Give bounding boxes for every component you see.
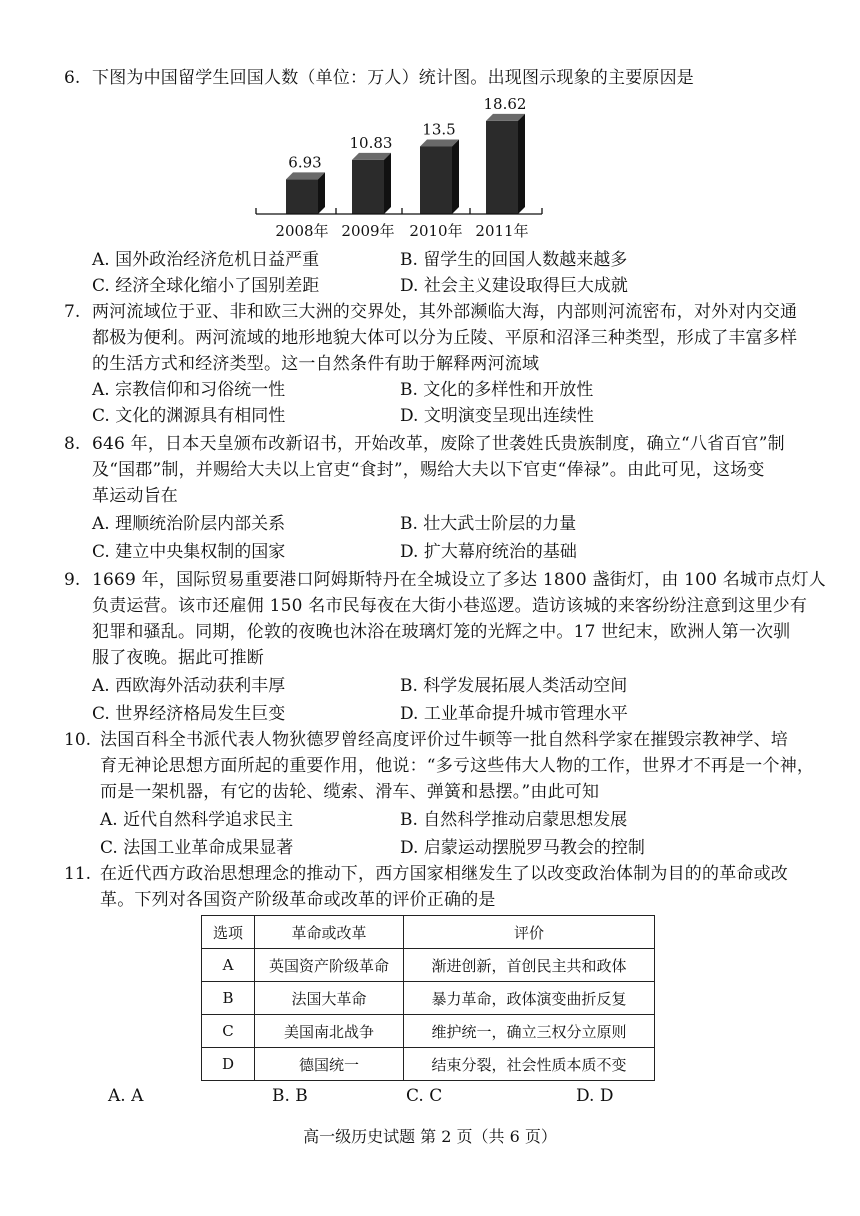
q10-option-b[interactable]: B. 自然科学推动启蒙思想发展 (400, 810, 628, 830)
table-cell-evaluation: 渐进创新，首创民主共和政体 (404, 949, 655, 982)
q6-number: 6. (64, 68, 81, 88)
q6-option-a[interactable]: A. 国外政治经济危机日益严重 (92, 250, 320, 270)
q6-option-d[interactable]: D. 社会主义建设取得巨大成就 (400, 276, 628, 296)
table-row (202, 949, 655, 982)
table-row (202, 982, 655, 1015)
q8-option-b[interactable]: B. 壮大武士阶层的力量 (400, 514, 577, 534)
table-header-option: 选项 (202, 916, 255, 949)
bar-front-4 (486, 121, 518, 214)
q11-option-a[interactable]: A. A (108, 1086, 144, 1106)
q11-option-c[interactable]: C. C (406, 1086, 443, 1106)
q8-option-d[interactable]: D. 扩大幕府统治的基础 (400, 542, 577, 562)
bar-value-label-4: 18.62 (483, 94, 527, 113)
q10-stem-line-3: 而是一架机器，有它的齿轮、缆索、滑车、弹簧和悬摆。”由此可知 (100, 782, 600, 802)
q11-option-d[interactable]: D. D (576, 1086, 614, 1106)
table-cell-option: A (202, 949, 255, 982)
q9-option-c[interactable]: C. 世界经济格局发生巨变 (92, 704, 286, 724)
q10-number: 10. (64, 730, 92, 750)
q10-option-d[interactable]: D. 启蒙运动摆脱罗马教会的控制 (400, 838, 645, 858)
q6-option-c[interactable]: C. 经济全球化缩小了国别差距 (92, 276, 320, 296)
table-header-evaluation: 评价 (404, 916, 655, 949)
q6-stem: 下图为中国留学生回国人数（单位：万人）统计图。出现图示现象的主要原因是 (92, 68, 694, 88)
q7-option-a[interactable]: A. 宗教信仰和习俗统一性 (92, 380, 286, 400)
table-cell-event: 法国大革命 (255, 982, 404, 1015)
q10-option-c[interactable]: C. 法国工业革命成果显著 (100, 838, 294, 858)
bar-front-2 (352, 160, 384, 214)
bar-front-1 (286, 179, 318, 214)
q9-stem-line-2: 负责运营。该市还雇佣 150 名市民每夜在大街小巷巡逻。造访该城的来客纷纷注意到这里少有 (92, 596, 808, 616)
table-row (202, 1048, 655, 1081)
q10-stem-line-2: 育无神论思想方面所起的重要作用，他说：“多亏这些伟大人物的工作，世界才不再是一个神， (100, 756, 815, 776)
q9-stem-line-3: 犯罪和骚乱。同期，伦敦的夜晚也沐浴在玻璃灯笼的光辉之中。17 世纪末，欧洲人第一次驯 (92, 622, 791, 642)
bar-front-3 (420, 147, 452, 215)
q6-option-b[interactable]: B. 留学生的回国人数越来越多 (400, 250, 628, 270)
x-tick-label-3: 2010年 (409, 222, 463, 240)
q11-stem-line-1: 在近代西方政治思想理念的推动下，西方国家相继发生了以改变政治体制为目的的革命或改 (100, 864, 788, 884)
q8-option-a[interactable]: A. 理顺统治阶层内部关系 (92, 514, 286, 534)
bar-side-1 (318, 172, 325, 214)
q10-option-a[interactable]: A. 近代自然科学追求民主 (100, 810, 294, 830)
table-cell-evaluation: 维护统一，确立三权分立原则 (404, 1015, 655, 1048)
table-cell-evaluation: 暴力革命，政体演变曲折反复 (404, 982, 655, 1015)
x-tick-label-1: 2008年 (275, 222, 329, 240)
q7-number: 7. (64, 302, 81, 322)
q7-option-d[interactable]: D. 文明演变呈现出连续性 (400, 406, 594, 426)
q11-evaluation-table (201, 915, 655, 1081)
q8-stem-line-2: 及“国郡”制，并赐给大夫以上官吏“食封”，赐给大夫以下官吏“俸禄”。由此可见，这场变 (92, 460, 765, 480)
q7-option-b[interactable]: B. 文化的多样性和开放性 (400, 380, 594, 400)
table-cell-option: D (202, 1048, 255, 1081)
q11-option-b[interactable]: B. B (272, 1086, 308, 1106)
q9-option-a[interactable]: A. 西欧海外活动获利丰厚 (92, 676, 286, 696)
q8-stem-line-1: 646 年，日本天皇颁布改新诏书，开始改革，废除了世袭姓氏贵族制度，确立“八省百官”制 (92, 434, 785, 454)
table-header-event: 革命或改革 (255, 916, 404, 949)
q9-stem-line-4: 服了夜晚。据此可推断 (92, 648, 264, 668)
table-cell-event: 英国资产阶级革命 (255, 949, 404, 982)
x-tick-label-4: 2011年 (475, 222, 529, 240)
table-cell-option: B (202, 982, 255, 1015)
bar-side-3 (452, 140, 459, 215)
q7-stem-line-3: 的生活方式和经济类型。这一自然条件有助于解释两河流域 (92, 354, 540, 374)
q7-stem-line-2: 都极为便利。两河流域的地形地貌大体可以分为丘陵、平原和沼泽三种类型，形成了丰富多样 (92, 328, 798, 348)
q11-number: 11. (64, 864, 92, 884)
bar-side-2 (384, 153, 391, 214)
table-cell-event: 德国统一 (255, 1048, 404, 1081)
x-tick-label-2: 2009年 (341, 222, 395, 240)
table-cell-option: C (202, 1015, 255, 1048)
bar-value-label-2: 10.83 (349, 133, 393, 152)
q8-option-c[interactable]: C. 建立中央集权制的国家 (92, 542, 286, 562)
table-row (202, 1015, 655, 1048)
bar-value-label-1: 6.93 (288, 153, 322, 172)
table-cell-evaluation: 结束分裂，社会性质本质不变 (404, 1048, 655, 1081)
q8-stem-line-3: 革运动旨在 (92, 486, 178, 506)
q8-number: 8. (64, 434, 81, 454)
q7-option-c[interactable]: C. 文化的渊源具有相同性 (92, 406, 286, 426)
q10-stem-line-1: 法国百科全书派代表人物狄德罗曾经高度评价过牛顿等一批自然科学家在摧毁宗教神学、培 (100, 730, 788, 750)
table-cell-event: 美国南北战争 (255, 1015, 404, 1048)
q11-stem-line-2: 革。下列对各国资产阶级革命或改革的评价正确的是 (100, 890, 496, 910)
q6-bar-chart (250, 92, 550, 242)
bar-value-label-3: 13.5 (422, 120, 456, 139)
page-footer: 高一级历史试题 第 2 页（共 6 页） (303, 1127, 557, 1146)
q9-number: 9. (64, 570, 81, 590)
table-header-row (202, 916, 655, 949)
q9-stem-line-1: 1669 年，国际贸易重要港口阿姆斯特丹在全城设立了多达 1800 盏街灯，由 100 名城市点灯人 (92, 570, 826, 590)
bar-side-4 (518, 114, 525, 214)
q7-stem-line-1: 两河流域位于亚、非和欧三大洲的交界处，其外部濒临大海，内部则河流密布，对外对内交通 (92, 302, 798, 322)
q9-option-d[interactable]: D. 工业革命提升城市管理水平 (400, 704, 628, 724)
q9-option-b[interactable]: B. 科学发展拓展人类活动空间 (400, 676, 628, 696)
